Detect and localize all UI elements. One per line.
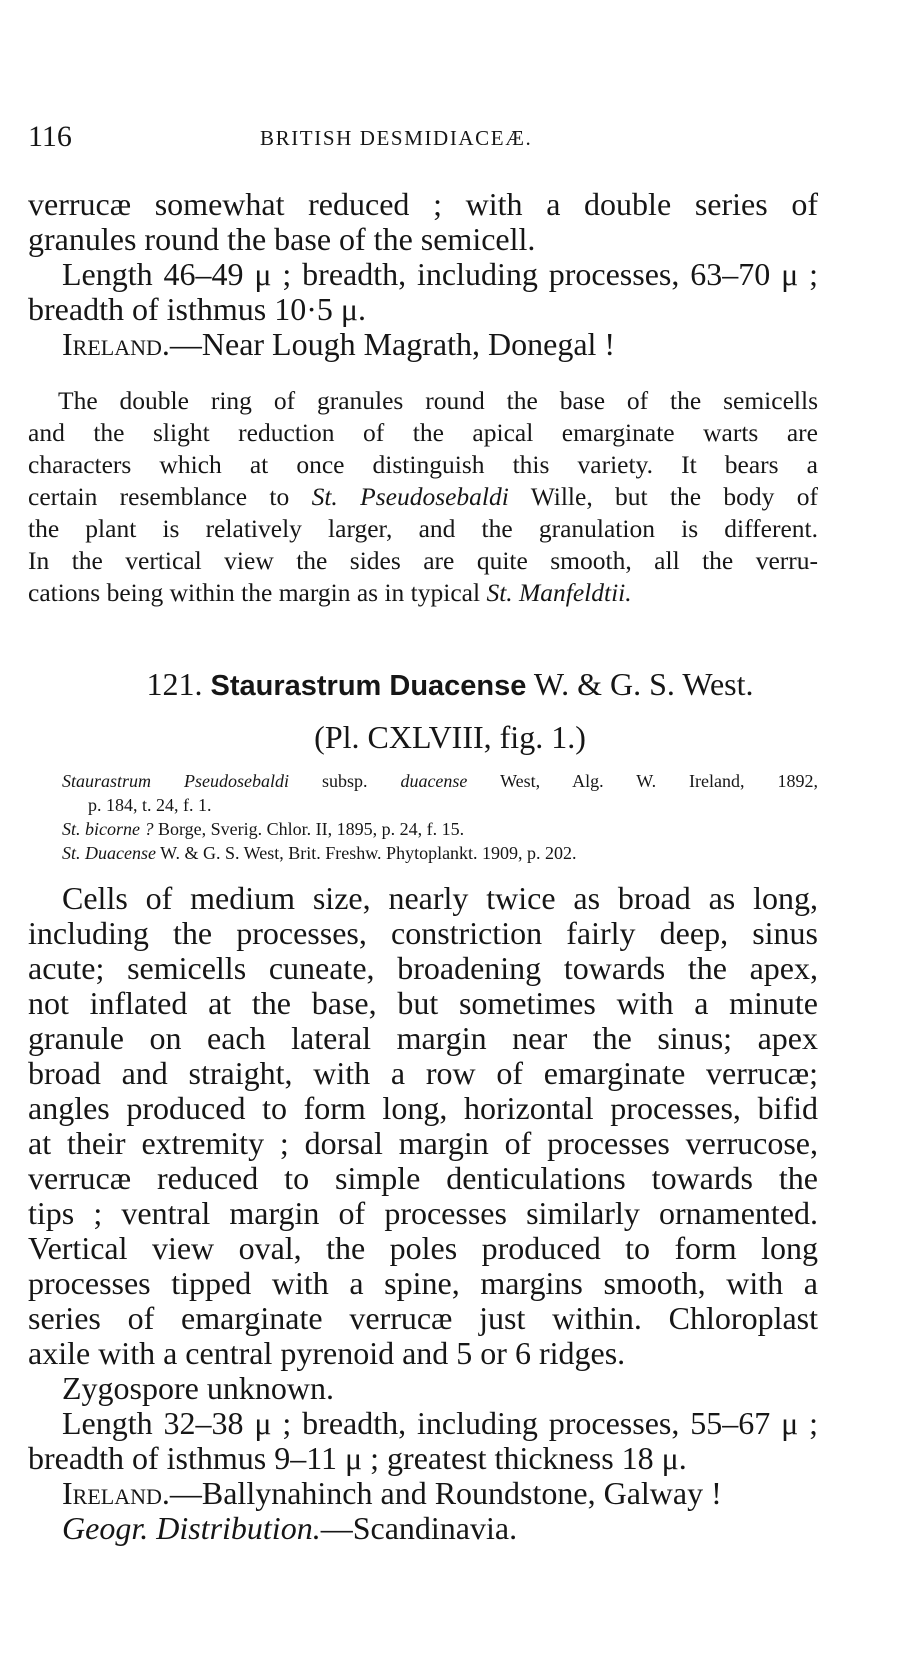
description-line: Cells of medium size, nearly twice as broad as long, xyxy=(62,880,818,916)
synonym-subspecies: duacense xyxy=(400,771,468,791)
description-line: tips ; ventral margin of processes similarly ornamented. xyxy=(28,1195,818,1231)
plate-reference: (Pl. CXLVIII, fig. 1.) xyxy=(314,719,586,755)
distribution-line xyxy=(62,1510,818,1546)
locality-line xyxy=(62,1475,818,1511)
species-heading xyxy=(0,666,900,703)
prev-measurements-line: Length 46–49 μ ; breadth, including processes, 63–70 μ ; xyxy=(62,256,818,292)
synonym-line: p. 184, t. 24, f. 1. xyxy=(88,795,212,815)
running-title: BRITISH DESMIDIACEÆ. xyxy=(260,126,533,150)
prev-locality xyxy=(62,326,818,362)
synonym-reference: W. & G. S. West, Brit. Freshw. Phytoplankt. 1909, p. 202. xyxy=(155,843,577,863)
locality-region: Ireland. xyxy=(62,326,170,362)
synonym-name: St. bicorne ? xyxy=(62,819,154,839)
prev-measurements-line: breadth of isthmus 10·5 μ. xyxy=(28,291,366,327)
note-text: certain resemblance to xyxy=(28,482,312,511)
note-line xyxy=(28,577,818,609)
synonym-line xyxy=(62,769,818,793)
description-line: granule on each lateral margin near the sinus; apex xyxy=(28,1020,818,1056)
distribution-label: Geogr. Distribution. xyxy=(62,1510,321,1546)
measurements-line: Length 32–38 μ ; breadth, including processes, 55–67 μ ; xyxy=(62,1405,818,1441)
locality-region: Ireland. xyxy=(62,1475,170,1511)
species-name: St. Manfeldtii. xyxy=(486,578,632,607)
description-line: angles produced to form long, horizontal processes, bifid xyxy=(28,1090,818,1126)
note-line: and the slight reduction of the apical emarginate warts are xyxy=(28,418,818,447)
zygospore-line: Zygospore unknown. xyxy=(62,1370,334,1406)
note-line: In the vertical view the sides are quite smooth, all the verru- xyxy=(28,546,818,575)
note-text: Wille, but the body of xyxy=(508,482,818,511)
description-line: acute; semicells cuneate, broadening towards the apex, xyxy=(28,950,818,986)
page-number: 116 xyxy=(28,120,72,153)
note-line: characters which at once distinguish this variety. It bears a xyxy=(28,450,818,479)
synonym-name: Staurastrum Pseudosebaldi xyxy=(62,771,289,791)
prev-description-line: verrucæ somewhat reduced ; with a double series of xyxy=(28,186,818,222)
measurements-line: breadth of isthmus 9–11 μ ; greatest thickness 18 μ. xyxy=(28,1440,687,1476)
description-line: processes tipped with a spine, margins smooth, with a xyxy=(28,1265,818,1301)
description-line: Vertical view oval, the poles produced to form long xyxy=(28,1230,818,1266)
synonym-reference: Borge, Sverig. Chlor. II, 1895, p. 24, f. 15. xyxy=(153,819,465,839)
synonym-text: subsp. xyxy=(288,771,401,791)
running-header xyxy=(28,120,818,160)
distribution-text: —Scandinavia. xyxy=(320,1510,518,1546)
species-number: 121. xyxy=(146,666,203,702)
synonym-line xyxy=(62,841,818,865)
synonym-line xyxy=(62,817,818,841)
note-text: cations being within the margin as in typical xyxy=(28,578,487,607)
note-line: The double ring of granules round the base of the semicells xyxy=(58,386,818,415)
note-line xyxy=(28,481,818,513)
species-authority: W. & G. S. West. xyxy=(533,666,754,702)
synonym-reference: West, Alg. W. Ireland, 1892, xyxy=(467,771,818,791)
description-line: broad and straight, with a row of emarginate verrucæ; xyxy=(28,1055,818,1091)
description-line: at their extremity ; dorsal margin of processes verrucose, xyxy=(28,1125,818,1161)
note-line: the plant is relatively larger, and the granulation is different. xyxy=(28,514,818,543)
description-line: series of emarginate verrucæ just within. Chloroplast xyxy=(28,1300,818,1336)
description-line: including the processes, constriction fairly deep, sinus xyxy=(28,915,818,951)
description-line: not inflated at the base, but sometimes with a minute xyxy=(28,985,818,1021)
prev-description-line: granules round the base of the semicell. xyxy=(28,221,536,257)
species-name: Staurastrum Duacense xyxy=(210,670,527,702)
synonym-name: St. Duacense xyxy=(62,843,156,863)
species-name: St. Pseudosebaldi xyxy=(311,482,509,511)
description-line: axile with a central pyrenoid and 5 or 6 ridges. xyxy=(28,1335,626,1371)
locality-text: —Ballynahinch and Roundstone, Galway ! xyxy=(169,1475,722,1511)
locality-text: —Near Lough Magrath, Donegal ! xyxy=(169,326,616,362)
description-line: verrucæ reduced to simple denticulations towards the xyxy=(28,1160,818,1196)
